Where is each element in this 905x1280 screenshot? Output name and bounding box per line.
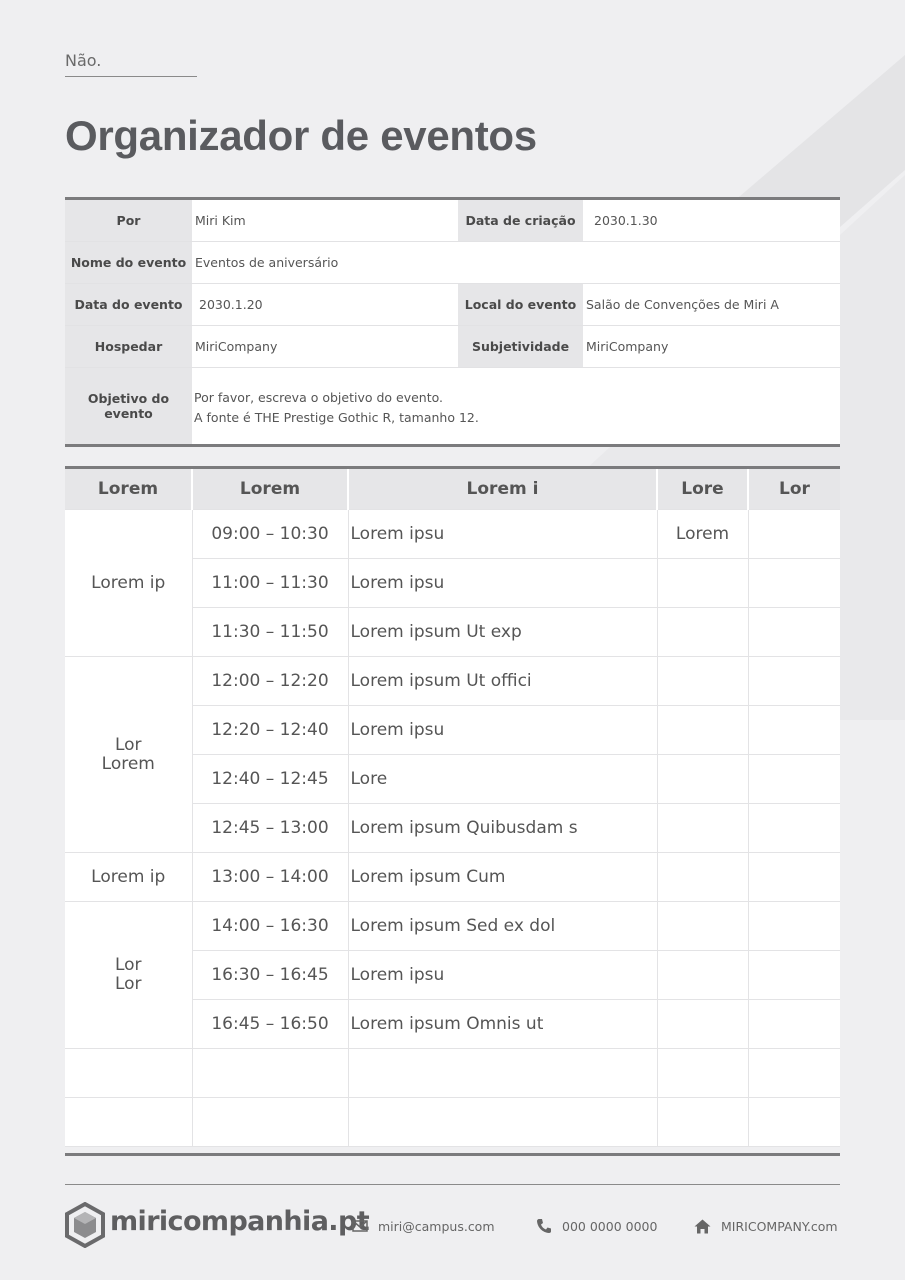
column-header: Lorem xyxy=(65,469,192,510)
col4-cell[interactable] xyxy=(657,657,748,706)
subject-value[interactable]: MiriCompany xyxy=(586,339,669,354)
col4-cell[interactable] xyxy=(657,559,748,608)
event-info-table xyxy=(65,197,840,447)
col4-cell[interactable] xyxy=(657,1000,748,1049)
time-cell[interactable]: 16:45 – 16:50 xyxy=(192,1000,348,1049)
group-label: Lorem ip xyxy=(91,866,166,887)
activity-cell[interactable]: Lorem ipsu xyxy=(348,510,657,559)
column-header: Lor xyxy=(748,469,840,510)
time-cell[interactable]: 09:00 – 10:30 xyxy=(192,510,348,559)
table-row xyxy=(65,853,840,902)
footer-website[interactable] xyxy=(694,1216,838,1236)
activity-cell[interactable]: Lorem ipsu xyxy=(348,559,657,608)
home-icon xyxy=(694,1219,711,1234)
activity-cell[interactable]: Lorem ipsum Quibusdam s xyxy=(348,804,657,853)
group-label: Lorem ip xyxy=(91,572,166,593)
group-label: Lor xyxy=(114,955,142,975)
created-date-label: Data de criação xyxy=(458,200,583,241)
empty-cell[interactable] xyxy=(348,1098,657,1147)
group-cell[interactable] xyxy=(65,657,192,853)
empty-cell[interactable] xyxy=(657,1049,748,1098)
empty-cell[interactable] xyxy=(657,1098,748,1147)
schedule-table xyxy=(65,466,840,1156)
col4-cell[interactable] xyxy=(657,804,748,853)
por-value[interactable]: Miri Kim xyxy=(195,213,246,228)
group-label: Lor xyxy=(114,974,142,994)
group-cell[interactable] xyxy=(65,510,192,657)
activity-cell[interactable]: Lorem ipsum Omnis ut xyxy=(348,1000,657,1049)
col5-cell[interactable] xyxy=(748,1000,840,1049)
document-number-field[interactable] xyxy=(65,51,197,77)
activity-cell[interactable]: Lorem ipsum Ut exp xyxy=(348,608,657,657)
empty-cell[interactable] xyxy=(348,1049,657,1098)
info-row-event-name xyxy=(65,242,840,284)
col4-cell[interactable] xyxy=(657,706,748,755)
event-date-value[interactable]: 2030.1.20 xyxy=(199,297,263,312)
objective-line-1: Por favor, escreva o objetivo do evento. xyxy=(194,390,444,405)
empty-cell[interactable] xyxy=(748,1049,840,1098)
schedule-header-row xyxy=(65,469,840,510)
footer-website-text: MIRICOMPANY.com xyxy=(721,1218,838,1234)
col4-cell[interactable] xyxy=(657,902,748,951)
col4-cell[interactable] xyxy=(657,608,748,657)
activity-cell[interactable]: Lorem ipsum Ut offici xyxy=(348,657,657,706)
footer-brand: miricompanhia.pt xyxy=(110,1206,370,1237)
activity-cell[interactable]: Lorem ipsu xyxy=(348,706,657,755)
col5-cell[interactable] xyxy=(748,657,840,706)
empty-cell[interactable] xyxy=(192,1049,348,1098)
column-header: Lore xyxy=(657,469,748,510)
activity-cell[interactable]: Lorem ipsu xyxy=(348,951,657,1000)
col5-cell[interactable] xyxy=(748,706,840,755)
subject-label: Subjetividade xyxy=(458,326,583,367)
col5-cell[interactable] xyxy=(748,608,840,657)
col5-cell[interactable] xyxy=(748,755,840,804)
col5-cell[interactable] xyxy=(748,902,840,951)
por-label: Por xyxy=(65,200,192,241)
empty-cell[interactable] xyxy=(65,1098,192,1147)
objective-label: Objetivo do evento xyxy=(65,368,192,444)
time-cell[interactable]: 14:00 – 16:30 xyxy=(192,902,348,951)
col4-cell[interactable] xyxy=(657,853,748,902)
mail-icon xyxy=(352,1220,368,1232)
time-cell[interactable]: 12:20 – 12:40 xyxy=(192,706,348,755)
col5-cell[interactable] xyxy=(748,510,840,559)
activity-cell[interactable]: Lorem ipsum Sed ex dol xyxy=(348,902,657,951)
created-date-value[interactable]: 2030.1.30 xyxy=(594,213,658,228)
time-cell[interactable]: 11:00 – 11:30 xyxy=(192,559,348,608)
time-cell[interactable]: 11:30 – 11:50 xyxy=(192,608,348,657)
col4-cell[interactable] xyxy=(657,755,748,804)
column-header: Lorem xyxy=(192,469,348,510)
objective-line-2: A fonte é THE Prestige Gothic R, tamanho 12. xyxy=(194,410,479,425)
group-label: Lor xyxy=(114,734,142,755)
empty-row xyxy=(65,1049,840,1098)
column-header: Lorem i xyxy=(348,469,657,510)
activity-cell[interactable]: Lore xyxy=(348,755,657,804)
col5-cell[interactable] xyxy=(748,853,840,902)
time-cell[interactable]: 12:00 – 12:20 xyxy=(192,657,348,706)
event-name-label: Nome do evento xyxy=(65,242,192,283)
footer-phone-text: 000 0000 0000 xyxy=(562,1218,658,1234)
host-label: Hospedar xyxy=(65,326,192,367)
time-cell[interactable]: 12:45 – 13:00 xyxy=(192,804,348,853)
info-row-host-subject xyxy=(65,326,840,368)
col4-cell[interactable]: Lorem xyxy=(657,510,748,559)
footer-email[interactable] xyxy=(352,1216,495,1236)
info-row-objective xyxy=(65,368,840,444)
time-cell[interactable]: 12:40 – 12:45 xyxy=(192,755,348,804)
group-label: Lorem xyxy=(101,753,155,774)
event-date-label: Data do evento xyxy=(65,284,192,325)
group-cell[interactable] xyxy=(65,902,192,1049)
empty-cell[interactable] xyxy=(748,1098,840,1147)
activity-cell[interactable]: Lorem ipsum Cum xyxy=(348,853,657,902)
info-row-date-location xyxy=(65,284,840,326)
objective-value[interactable] xyxy=(194,368,834,444)
col4-cell[interactable] xyxy=(657,951,748,1000)
empty-cell[interactable] xyxy=(65,1049,192,1098)
footer-email-text: miri@campus.com xyxy=(378,1218,495,1234)
event-name-value[interactable]: Eventos de aniversário xyxy=(195,255,339,270)
location-value[interactable]: Salão de Convenções de Miri A xyxy=(586,297,779,312)
footer-phone[interactable] xyxy=(536,1216,657,1236)
table-row xyxy=(65,510,840,559)
phone-icon xyxy=(536,1218,552,1234)
info-row-author xyxy=(65,200,840,242)
footer-divider xyxy=(65,1184,840,1185)
group-cell[interactable] xyxy=(65,853,192,902)
host-value[interactable]: MiriCompany xyxy=(195,339,278,354)
empty-cell[interactable] xyxy=(192,1098,348,1147)
location-label: Local do evento xyxy=(458,284,583,325)
document-number-label: Não. xyxy=(65,51,102,70)
col5-cell[interactable] xyxy=(748,804,840,853)
hexagon-logo-icon xyxy=(65,1202,105,1248)
time-cell[interactable]: 13:00 – 14:00 xyxy=(192,853,348,902)
empty-row xyxy=(65,1098,840,1147)
table-row xyxy=(65,657,840,706)
table-row xyxy=(65,902,840,951)
time-cell[interactable]: 16:30 – 16:45 xyxy=(192,951,348,1000)
col5-cell[interactable] xyxy=(748,951,840,1000)
page-title: Organizador de eventos xyxy=(65,112,537,159)
col5-cell[interactable] xyxy=(748,559,840,608)
